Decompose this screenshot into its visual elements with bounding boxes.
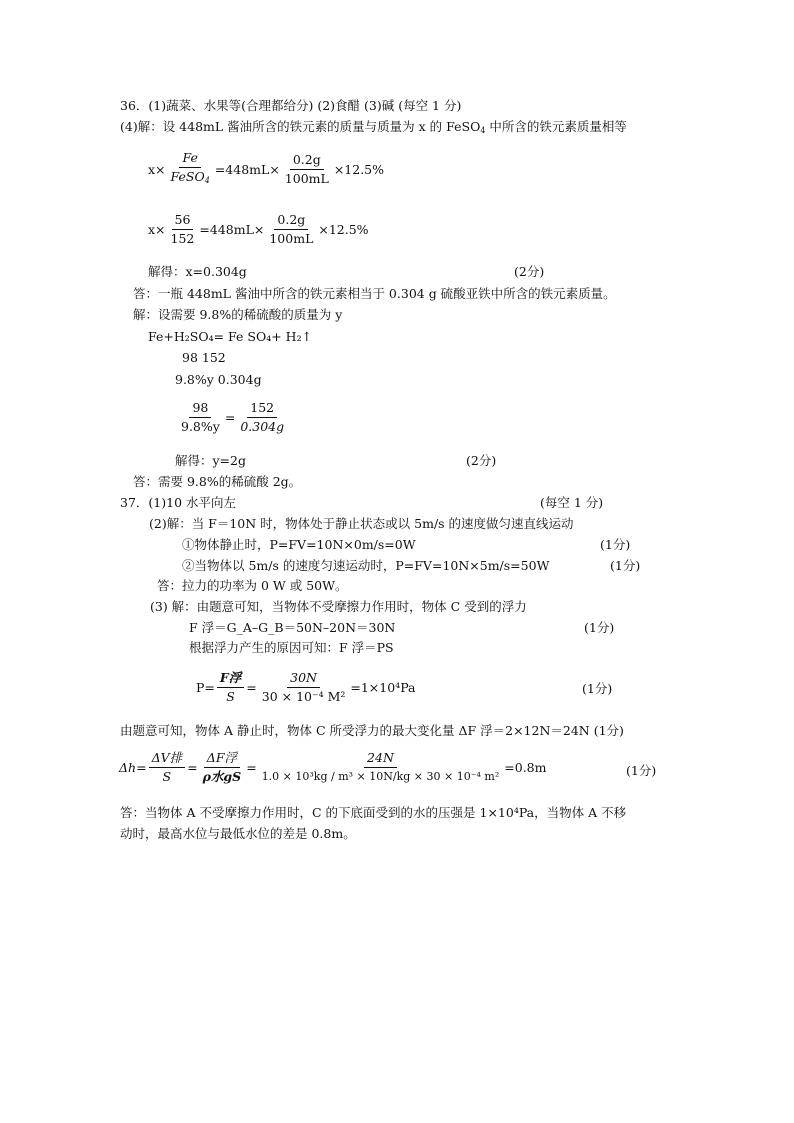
q36-answer-1: 答：一瓶 448mL 酱油中所含的铁元素相当于 0.304 g 硫酸亚铁中所含的铁元素质量。 bbox=[133, 286, 616, 301]
q37-line5: 答：拉力的功率为 0 W 或 50W。 bbox=[157, 578, 348, 593]
q36-solve-3: 解得：y=2g bbox=[175, 453, 246, 468]
q36-points-1: (2分) bbox=[514, 264, 545, 279]
q37-line6: (3) 解：由题意可知，当物体不受摩擦力作用时，物体 C 受到的浮力 bbox=[150, 599, 527, 614]
q37-equation-height: Δh= $\frac{\text{ΔV排}}{S}$ = $\frac{\text{ΔF浮}}{\text{ρ水gS}}$ = $\frac{24N}{\text{1.0 × 10³kg / m³ × 10N/kg × 30 × 10⁻⁴ m²}}$ =0.8m bbox=[119, 750, 547, 784]
q37-line7: F 浮＝G_A–G_B＝50N–20N＝30N bbox=[189, 620, 396, 635]
q36-masses: 9.8%y 0.304g bbox=[175, 372, 262, 387]
q37-line4: ②当物体以 5m/s 的速度匀速运动时，P=FV=10N×5m/s=50W bbox=[182, 558, 550, 573]
q37-equation-height-points: (1分) bbox=[626, 763, 657, 778]
q37-line1-points: (每空 1 分) bbox=[540, 495, 604, 510]
q37-line8: 根据浮力产生的原因可知：F 浮＝PS bbox=[189, 640, 394, 655]
q37-equation-pressure-points: (1分) bbox=[582, 681, 613, 696]
q36-molar-masses: 98 152 bbox=[182, 350, 226, 365]
q37-final-answer-1: 答：当物体 A 不受摩擦力作用时，C 的下底面受到的水的压强是 1×10⁴Pa，当物体 A 不移 bbox=[120, 805, 627, 820]
q36-solve-1: 解得：x=0.304g bbox=[148, 264, 247, 279]
q37-equation-pressure: P= $\frac{\text{F浮}}{S}$ = $\frac{30N}{\text{30 × 10⁻⁴ M²}}$ =1×10⁴Pa bbox=[196, 670, 416, 704]
q36-solve-2: 解：设需要 9.8%的稀硫酸的质量为 y bbox=[133, 307, 343, 322]
q37-line9: 由题意可知，物体 A 静止时，物体 C 所受浮力的最大变化量 ΔF 浮＝2×12N＝24N (1分) bbox=[120, 723, 624, 738]
q37-line4-points: (1分) bbox=[610, 558, 641, 573]
q37-line7-points: (1分) bbox=[584, 620, 615, 635]
q36-line2: (4)解：设 448mL 酱油所含的铁元素的质量与质量为 x 的 FeSO$_4$ 中所含的铁元素质量相等 bbox=[120, 119, 627, 135]
q36-points-2: (2分) bbox=[466, 453, 497, 468]
q37-line3: ①物体静止时，P=FV=10N×0m/s=0W bbox=[182, 537, 416, 552]
q37-line2: (2)解：当 F＝10N 时，物体处于静止状态或以 5m/s 的速度做匀速直线运动 bbox=[149, 516, 574, 531]
q36-equation-2: x× $\frac{56}{152}$ =448mL× $\frac{0.2g}{100mL}$ ×12.5% bbox=[148, 212, 369, 246]
q37-line1: 37．(1)10 水平向左 bbox=[120, 495, 236, 510]
q36-line1: 36．(1)蔬菜、水果等(合理都给分) (2)食醋 (3)碱 (每空 1 分) bbox=[120, 98, 462, 113]
q36-answer-2: 答：需要 9.8%的稀硫酸 2g。 bbox=[133, 474, 302, 489]
q36-equation-3: $\frac{98}{9.8\%y}$ = $\frac{152}{0.304g}$ bbox=[181, 400, 285, 434]
q36-equation-1: x× $\frac{Fe}{FeSO_4}$ =448mL× $\frac{0.2g}{100mL}$ ×12.5% bbox=[148, 150, 384, 186]
q37-line3-points: (1分) bbox=[600, 537, 631, 552]
q37-final-answer-2: 动时，最高水位与最低水位的差是 0.8m。 bbox=[120, 826, 356, 841]
q36-reaction: Fe+H₂SO₄= Fe SO₄+ H₂↑ bbox=[148, 329, 313, 344]
